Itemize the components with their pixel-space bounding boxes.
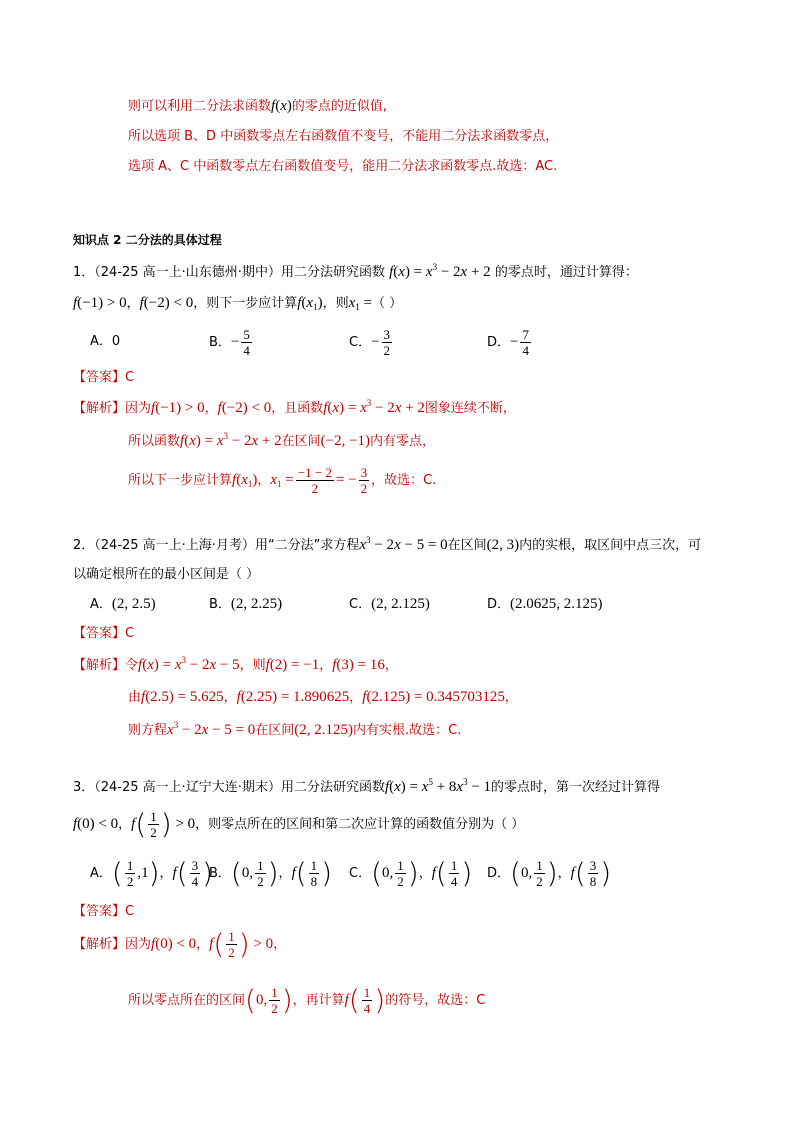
answer-label: 【答案】 xyxy=(73,370,126,385)
frac-den: 2 xyxy=(536,874,543,889)
frac-num: 3 xyxy=(589,858,597,873)
frac-one-quarter xyxy=(362,985,373,1016)
q1-option-b-label: B． xyxy=(209,335,231,350)
q3-stem-text: ， xyxy=(118,817,132,832)
q3-stem-line-2: f(0) < 0，f( $\frac{1}{2}$ ) > 0，则零点所在的区间和第二次应计算的函数值分别为（ ） xyxy=(73,807,525,841)
frac-den: 2 xyxy=(126,874,134,889)
frac-half xyxy=(255,858,266,889)
analysis-label: 【解析】 xyxy=(73,937,126,952)
frac-num: 3 xyxy=(383,327,391,342)
q1-analysis-line-2: 所以函数$f(x) = x^3 - 2x + 2$在区间(−2, −1)内有零点， xyxy=(128,431,436,449)
q2-stem-line-1: 2．（24-25 高一上·上海·月考）用“二分法”求方程$x^3 - 2x - 5 = 0$在区间(2, 3)内的实根，取区间中点三次，可 xyxy=(73,535,702,553)
q2-analysis-line-1: 【解析】令$f(x) = x^3 - 2x - 5$，则f(2) = −1，f(3) = 16， xyxy=(73,655,398,673)
frac-half xyxy=(395,858,406,889)
frac-den: 4 xyxy=(450,874,458,889)
q2-stem-text: 内的实根，取区间中点三次，可 xyxy=(519,538,702,553)
q1-analysis-frac-2 xyxy=(359,465,370,496)
frac-half xyxy=(125,858,136,889)
q1-answer xyxy=(73,368,134,388)
intro-line-2: 所以选项 B、D 中函数零点左右函数值不变号，不能用二分法求函数零点， xyxy=(128,129,559,144)
frac-half xyxy=(534,858,545,889)
frac-num: 1 xyxy=(397,858,404,873)
q3-stem-line-1: 3．（24-25 高一上·辽宁大连·期末）用二分法研究函数$f(x) = x^5 + 8x^3 - 1$的零点时，第一次经过计算得 xyxy=(73,777,661,795)
frac-num: 1 xyxy=(271,985,278,1000)
frac-num: 1 xyxy=(536,858,543,873)
q1-option-c-frac xyxy=(382,327,393,358)
q2-option-b xyxy=(209,594,282,615)
q1-analysis-line-3: 所以下一步应计算$f(x_1)$，$x_1$ = $\frac{-1 - 2}{2}$ = − $\frac{3}{2}$ ，故选：C. xyxy=(128,465,437,496)
q3-stem-text: 3．（24-25 高一上·辽宁大连·期末）用二分法研究函数 xyxy=(73,780,385,795)
analysis-text: ，则 xyxy=(239,658,266,673)
q1-blank: （ ） xyxy=(371,296,403,311)
q1-stem-text: ，则下一步应计算 xyxy=(193,296,298,311)
intro-text: 的零点的近似值, xyxy=(291,99,387,114)
frac-one-eighth xyxy=(309,858,320,889)
intro-line-3: 选项 A、C 中函数零点左右函数值变号，能用二分法求函数零点.故选：AC. xyxy=(128,159,558,174)
q3-option-d: D．(0, $\frac{1}{2}$ )，f( $\frac{3}{8}$ ) xyxy=(487,856,612,890)
frac-num: 3 xyxy=(191,858,199,873)
frac-num: 1 xyxy=(310,858,318,873)
analysis-text: 因为 xyxy=(125,401,152,416)
analysis-text: ， xyxy=(349,690,363,705)
frac-half xyxy=(269,985,280,1016)
analysis-text: 的符号，故选：C xyxy=(385,993,486,1008)
q3-analysis-line-1: 【解析】因为f(0) < 0，f( $\frac{1}{2}$ ) > 0， xyxy=(73,927,287,961)
q2-option-c-value: (2, 2.125) xyxy=(371,596,430,612)
answer-label: 【答案】 xyxy=(73,626,126,641)
frac-den: 2 xyxy=(383,343,391,358)
frac-num: 5 xyxy=(243,327,250,342)
frac-den: 2 xyxy=(311,481,319,496)
frac-den: 8 xyxy=(589,874,597,889)
q1-option-b-frac xyxy=(241,327,252,358)
q2-option-a-label: A． xyxy=(90,597,112,612)
frac-num: 1 xyxy=(450,858,458,873)
q3-stem-text: 的零点时，第一次经过计算得 xyxy=(491,780,661,795)
analysis-text: ， xyxy=(257,473,271,488)
frac-den: 2 xyxy=(397,874,404,889)
q2-option-c xyxy=(349,594,430,615)
q2-option-d-label: D． xyxy=(487,597,511,612)
q3-option-d-label: D． xyxy=(487,866,511,881)
frac-num: 1 xyxy=(150,809,157,824)
q3-stem-text: ，则零点所在的区间和第二次应计算的函数值分别为（ ） xyxy=(195,817,525,832)
analysis-label: 【解析】 xyxy=(73,401,126,416)
frac-num: 1 xyxy=(126,858,134,873)
intro-line-1: 则可以利用二分法求函数f(x)的零点的近似值, xyxy=(128,98,387,114)
answer-value: C xyxy=(125,904,135,919)
frac-three-eighths xyxy=(588,858,599,889)
q1-option-d: D．− $\frac{7}{4}$ xyxy=(487,327,529,358)
analysis-text: ，再计算 xyxy=(292,993,345,1008)
frac-half xyxy=(148,809,159,840)
frac-den: 4 xyxy=(363,1001,371,1016)
analysis-text: ， xyxy=(319,658,333,673)
frac-num: 1 xyxy=(228,929,235,944)
q3-option-b-label: B． xyxy=(209,866,231,881)
analysis-text: 所以下一步应计算 xyxy=(128,473,233,488)
q1-stem-line-1: 1．（24-25 高一上·山东德州·期中）用二分法研究函数 $f(x) = x^3 - 2x + 2$ 的零点时，通过计算得： xyxy=(73,262,638,280)
q2-stem-line-2: 以确定根所在的最小区间是（ ） xyxy=(73,567,260,582)
q3-option-c: C．(0, $\frac{1}{2}$ )，f( $\frac{1}{4}$ ) xyxy=(349,856,473,890)
frac-den: 2 xyxy=(360,481,368,496)
frac-den: 2 xyxy=(228,945,235,960)
q2-option-d-value: (2.0625, 2.125) xyxy=(510,596,603,612)
frac-den: 4 xyxy=(243,343,250,358)
q2-option-c-label: C． xyxy=(349,597,372,612)
frac-num: 1 xyxy=(257,858,264,873)
analysis-text: 则方程 xyxy=(128,723,168,738)
frac-den: 2 xyxy=(257,874,264,889)
q3-option-c-label: C． xyxy=(349,866,372,881)
analysis-text: 所以零点所在的区间 xyxy=(128,993,246,1008)
q2-answer xyxy=(73,624,134,644)
answer-label: 【答案】 xyxy=(73,904,126,919)
analysis-text: 图象连续不断， xyxy=(424,401,516,416)
q1-analysis-line-1: 【解析】因为f(−1) > 0，f(−2) < 0，且函数$f(x) = x^3 - 2x + 2$图象连续不断， xyxy=(73,398,516,416)
q2-option-b-label: B． xyxy=(209,597,231,612)
answer-value: C xyxy=(125,626,135,641)
q2-option-d xyxy=(487,594,603,615)
q2-analysis-line-3: 则方程$x^3 - 2x - 5 = 0$在区间(2, 2.125)内有实根.故选：C. xyxy=(128,720,462,738)
q3-option-b: B．(0, $\frac{1}{2}$ )，f( $\frac{1}{8}$ ) xyxy=(209,856,333,890)
frac-den: 4 xyxy=(522,343,529,358)
q1-option-c: C．− $\frac{3}{2}$ xyxy=(349,327,391,358)
analysis-text: ， xyxy=(223,690,237,705)
q2-stem-text: 2．（24-25 高一上·上海·月考）用“二分法”求方程 xyxy=(73,538,360,553)
analysis-text: ，故选：C. xyxy=(371,473,437,488)
frac-num: 3 xyxy=(360,465,368,480)
frac-den: 2 xyxy=(271,1001,278,1016)
q1-option-b: B．− $\frac{5}{4}$ xyxy=(209,327,250,358)
q2-option-a xyxy=(90,594,156,615)
analysis-text: 所以函数 xyxy=(128,434,181,449)
intro-text: 则可以利用二分法求函数 xyxy=(128,99,272,114)
q1-stem-text: 1．（24-25 高一上·山东德州·期中）用二分法研究函数 xyxy=(73,265,385,280)
q1-stem-line-2: f(−1) > 0，f(−2) < 0，则下一步应计算$f(x_1)$，则$x_1$ =（ ） xyxy=(73,295,403,312)
frac-one-quarter xyxy=(449,858,460,889)
q1-stem-text: ，则 xyxy=(322,296,349,311)
frac-num: 7 xyxy=(522,327,529,342)
q1-stem-text: 的零点时，通过计算得： xyxy=(494,265,638,280)
q1-option-c-label: C． xyxy=(349,335,372,350)
answer-value: C xyxy=(125,370,135,385)
q2-analysis-line-2: 由f(2.5) = 5.625，f(2.25) = 1.890625，f(2.125) = 0.345703125， xyxy=(128,689,518,705)
analysis-text: ， xyxy=(504,690,518,705)
analysis-text: 在区间 xyxy=(255,723,295,738)
analysis-text: 在区间 xyxy=(281,434,321,449)
q1-analysis-frac-1 xyxy=(296,465,334,496)
analysis-text: ，且函数 xyxy=(271,401,324,416)
q1-option-a: A．0 xyxy=(90,334,121,349)
analysis-text: ， xyxy=(384,658,398,673)
analysis-text: 内有实根.故选：C. xyxy=(353,723,462,738)
analysis-text: ， xyxy=(273,937,287,952)
analysis-text: 由 xyxy=(128,690,142,705)
frac-half xyxy=(226,929,237,960)
q2-option-b-value: (2, 2.25) xyxy=(230,596,283,612)
q3-option-a: A．( $\frac{1}{2}$ ,1)，f( $\frac{3}{4}$ ) xyxy=(90,856,214,890)
section-title: 知识点 2 二分法的具体过程 xyxy=(73,233,222,247)
frac-den: 4 xyxy=(191,874,199,889)
q1-option-d-frac xyxy=(520,327,531,358)
analysis-text: ， xyxy=(196,937,210,952)
frac-num: −1 − 2 xyxy=(297,465,332,480)
q3-answer xyxy=(73,902,134,922)
analysis-label: 【解析】 xyxy=(73,658,126,673)
frac-three-quarters xyxy=(190,858,201,889)
frac-den: 8 xyxy=(310,874,318,889)
q2-option-a-value: (2, 2.5) xyxy=(111,596,156,612)
frac-num: 1 xyxy=(363,985,371,1000)
analysis-text: 内有零点， xyxy=(370,434,436,449)
q2-stem-text: 在区间 xyxy=(447,538,487,553)
analysis-text: 因为 xyxy=(125,937,152,952)
q3-option-a-label: A． xyxy=(90,866,112,881)
q3-analysis-line-2: 所以零点所在的区间(0, $\frac{1}{2}$ )，再计算f( $\frac{1}{4}$ )的符号，故选：C xyxy=(128,983,486,1017)
frac-den: 2 xyxy=(150,825,157,840)
analysis-text: 令 xyxy=(125,658,139,673)
q1-option-d-label: D． xyxy=(487,335,511,350)
